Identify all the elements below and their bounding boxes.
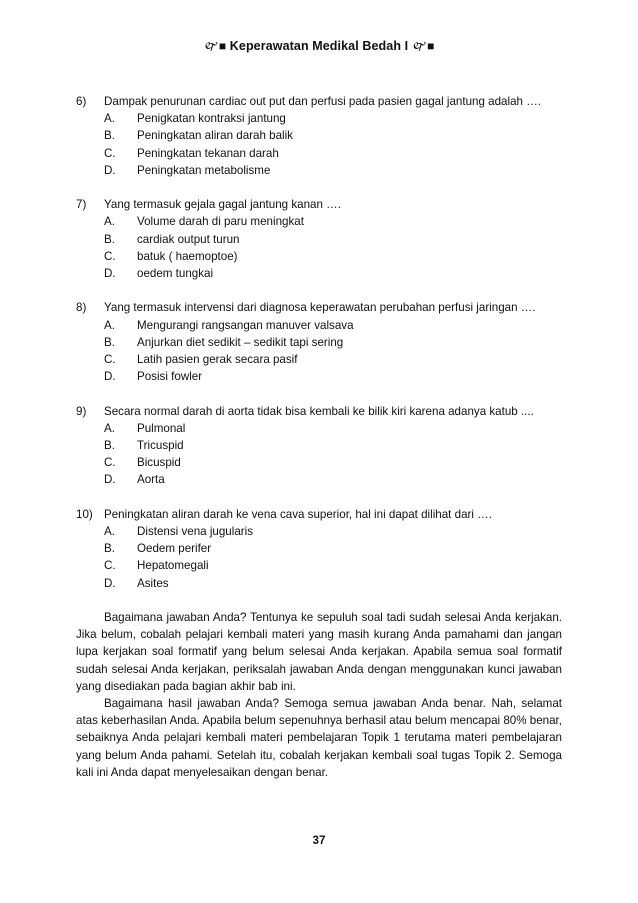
option-letter: D. [104, 576, 116, 590]
question-text: Yang termasuk gejala gagal jantung kanan …. [104, 198, 341, 212]
page-number: 37 [312, 834, 326, 847]
question-text: Yang termasuk intervensi dari diagnosa keperawatan perubahan perfusi jaringan …. [104, 301, 536, 315]
option-text: Posisi fowler [137, 370, 203, 384]
question-6 [76, 93, 562, 179]
question-number: 7) [76, 198, 87, 212]
question-8 [76, 299, 562, 385]
question-7 [76, 196, 562, 282]
option-d [76, 162, 562, 179]
question-number: 9) [76, 404, 87, 418]
question-number: 6) [76, 95, 87, 108]
option-letter: A. [104, 112, 115, 126]
option-text: Peningkatan tekanan darah [137, 146, 279, 160]
option-b [76, 540, 562, 557]
closing-paragraph-2 [76, 695, 562, 781]
option-letter: C. [104, 249, 116, 263]
question-9 [76, 403, 562, 489]
option-letter: D. [104, 473, 116, 487]
option-b [76, 231, 562, 248]
paragraph-text: Bagaimana hasil jawaban Anda? Semoga semua jawaban Anda benar. Nah, selamat atas keberhasilan Anda. Apabila belum sepenuhnya berhasil atau belum mencapai 80% benar, sebaiknya Anda pelajari kembali materi pembelajaran Topik 1 terutama materi pembelajaran yang belum Anda pahami. Setelah itu, cobalah kerjakan kembali soal tugas Topik 2. Semoga kali ini Anda dapat menyelesaikan dengan benar. [76, 697, 562, 779]
option-c [76, 351, 562, 368]
option-letter: C. [104, 559, 116, 573]
option-a [76, 110, 562, 127]
option-a [76, 213, 562, 230]
option-d [76, 575, 562, 592]
option-text: Pulmonal [137, 421, 186, 435]
option-letter: D. [104, 163, 116, 177]
option-text: Aorta [137, 473, 165, 487]
option-text: Peningkatan aliran darah balik [137, 129, 293, 143]
option-c [76, 145, 562, 162]
option-text: Latih pasien gerak secara pasif [137, 353, 298, 367]
option-text: Mengurangi rangsangan manuver valsava [137, 318, 354, 332]
option-text: batuk ( haemoptoe) [137, 249, 238, 263]
option-text: Distensi vena jugularis [137, 525, 253, 539]
option-letter: A. [104, 318, 115, 332]
option-a [76, 523, 562, 540]
question-number: 8) [76, 301, 87, 315]
option-letter: A. [104, 525, 115, 539]
option-letter: D. [104, 267, 116, 281]
page-content [76, 93, 562, 781]
ornament-right-icon: 🙰■ [411, 39, 435, 53]
question-text: Secara normal darah di aorta tidak bisa kembali ke bilik kiri karena adanya katub .... [104, 404, 534, 418]
question-10 [76, 506, 562, 592]
closing-paragraph-1 [76, 609, 562, 695]
paragraph-text: Bagaimana jawaban Anda? Tentunya ke sepuluh soal tadi sudah selesai Anda kerjakan. Jika belum, cobalah pelajari kembali materi yang masih kurang Anda pamahami dan jangan lupa kerjakan soal formatif yang belum selesai Anda kerjakan. Apabila semua soal formatif sudah selesai Anda kerjakan, periksalah jawaban Anda dengan menggunakan kunci jawaban yang disediakan pada bagian akhir bab ini. [76, 611, 562, 693]
option-letter: C. [104, 353, 116, 367]
option-d [76, 368, 562, 385]
option-letter: B. [104, 232, 115, 246]
option-text: Bicuspid [137, 456, 181, 470]
option-text: Penigkatan kontraksi jantung [137, 112, 286, 126]
option-letter: B. [104, 439, 115, 453]
option-letter: B. [104, 542, 115, 556]
option-text: cardiak output turun [137, 232, 240, 246]
option-d [76, 471, 562, 488]
option-a [76, 420, 562, 437]
option-b [76, 334, 562, 351]
option-c [76, 557, 562, 574]
option-letter: C. [104, 456, 116, 470]
ornament-left-icon: 🙰■ [203, 39, 227, 53]
option-text: Asites [137, 576, 169, 590]
question-text: Dampak penurunan cardiac out put dan perfusi pada pasien gagal jantung adalah …. [104, 95, 542, 108]
option-text: oedem tungkai [137, 267, 214, 281]
option-d [76, 265, 562, 282]
option-c [76, 248, 562, 265]
option-letter: D. [104, 370, 116, 384]
question-number: 10) [76, 507, 93, 521]
question-text: Peningkatan aliran darah ke vena cava superior, hal ini dapat dilihat dari …. [104, 507, 492, 521]
option-letter: B. [104, 129, 115, 143]
option-a [76, 317, 562, 334]
option-text: Oedem perifer [137, 542, 212, 556]
option-letter: B. [104, 335, 115, 349]
option-text: Peningkatan metabolisme [137, 163, 271, 177]
option-c [76, 454, 562, 471]
header-title: Keperawatan Medikal Bedah I [229, 39, 409, 53]
option-letter: A. [104, 421, 115, 435]
option-letter: A. [104, 215, 115, 229]
option-text: Volume darah di paru meningkat [137, 215, 304, 229]
option-text: Anjurkan diet sedikit – sedikit tapi sering [137, 335, 344, 349]
option-text: Tricuspid [137, 439, 184, 453]
option-b [76, 437, 562, 454]
option-text: Hepatomegali [137, 559, 209, 573]
option-letter: C. [104, 146, 116, 160]
option-b [76, 127, 562, 144]
running-header [0, 37, 638, 58]
